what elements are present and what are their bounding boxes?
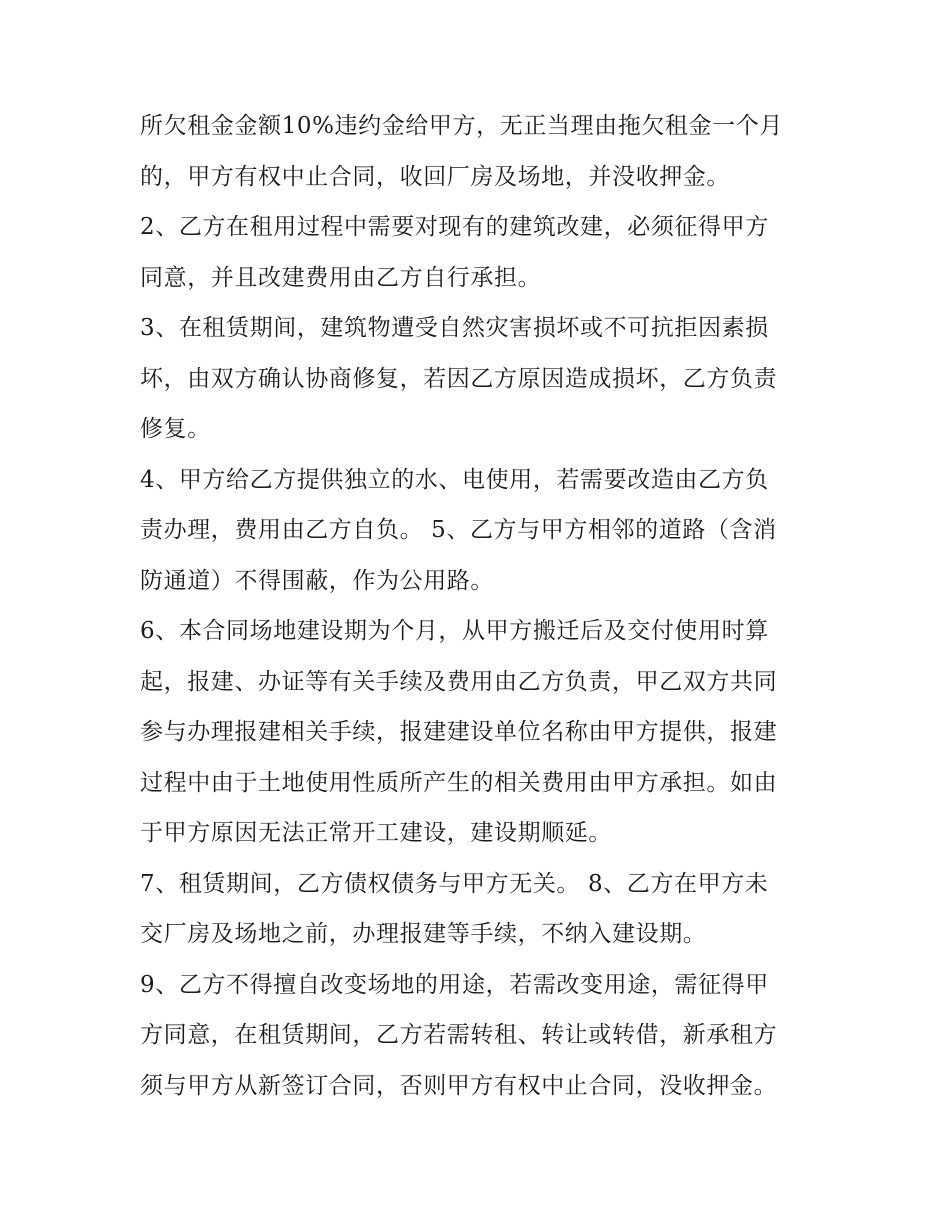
text-line: 交厂房及场地之前，办理报建等手续，不纳入建设期。 [140, 921, 707, 947]
text-line: 方同意，在租赁期间，乙方若需转租、转让或转借，新承租方 [140, 1022, 778, 1048]
contract-text-body [140, 101, 820, 1111]
text-line: 的，甲方有权中止合同，收回厂房及场地，并没收押金。 [140, 163, 730, 190]
text-line: 2、乙方在租用过程中需要对现有的建筑改建，必须征得甲方 [140, 214, 769, 240]
text-line: 起，报建、办证等有关手续及费用由乙方负责，甲乙双方共同 [140, 668, 778, 695]
text-line: 责办理，费用由乙方自负。 5、乙方与甲方相邻的道路（含消 [140, 517, 777, 543]
text-line: 坏，由双方确认协商修复，若因乙方原因造成损坏，乙方负责 [140, 365, 778, 392]
text-line: 7、租赁期间，乙方债权债务与甲方无关。 8、乙方在甲方未 [140, 870, 769, 897]
text-line: 3、在租赁期间，建筑物遭受自然灾害损坏或不可抗拒因素损 [140, 315, 769, 341]
text-line: 过程中由于土地使用性质所产生的相关费用由甲方承担。如由 [140, 769, 778, 796]
text-line: 修复。 [140, 416, 211, 442]
text-line: 同意，并且改建费用由乙方自行承担。 [140, 264, 542, 291]
text-line: 6、本合同场地建设期为个月，从甲方搬迁后及交付使用时算 [140, 618, 769, 644]
text-line: 于甲方原因无法正常开工建设，建设期顺延。 [140, 820, 612, 846]
text-line: 4、甲方给乙方提供独立的水、电使用，若需要改造由乙方负 [140, 466, 769, 493]
text-line: 9、乙方不得擅自改变场地的用途，若需改变用途，需征得甲 [140, 971, 769, 998]
text-line: 所欠租金金额10%违约金给甲方，无正当理由拖欠租金一个月 [140, 113, 783, 139]
text-line: 防通道）不得围蔽，作为公用路。 [140, 567, 494, 594]
text-line: 须与甲方从新签订合同，否则甲方有权中止合同，没收押金。 [140, 1072, 778, 1099]
text-line: 参与办理报建相关手续，报建建设单位名称由甲方提供，报建 [140, 719, 778, 745]
